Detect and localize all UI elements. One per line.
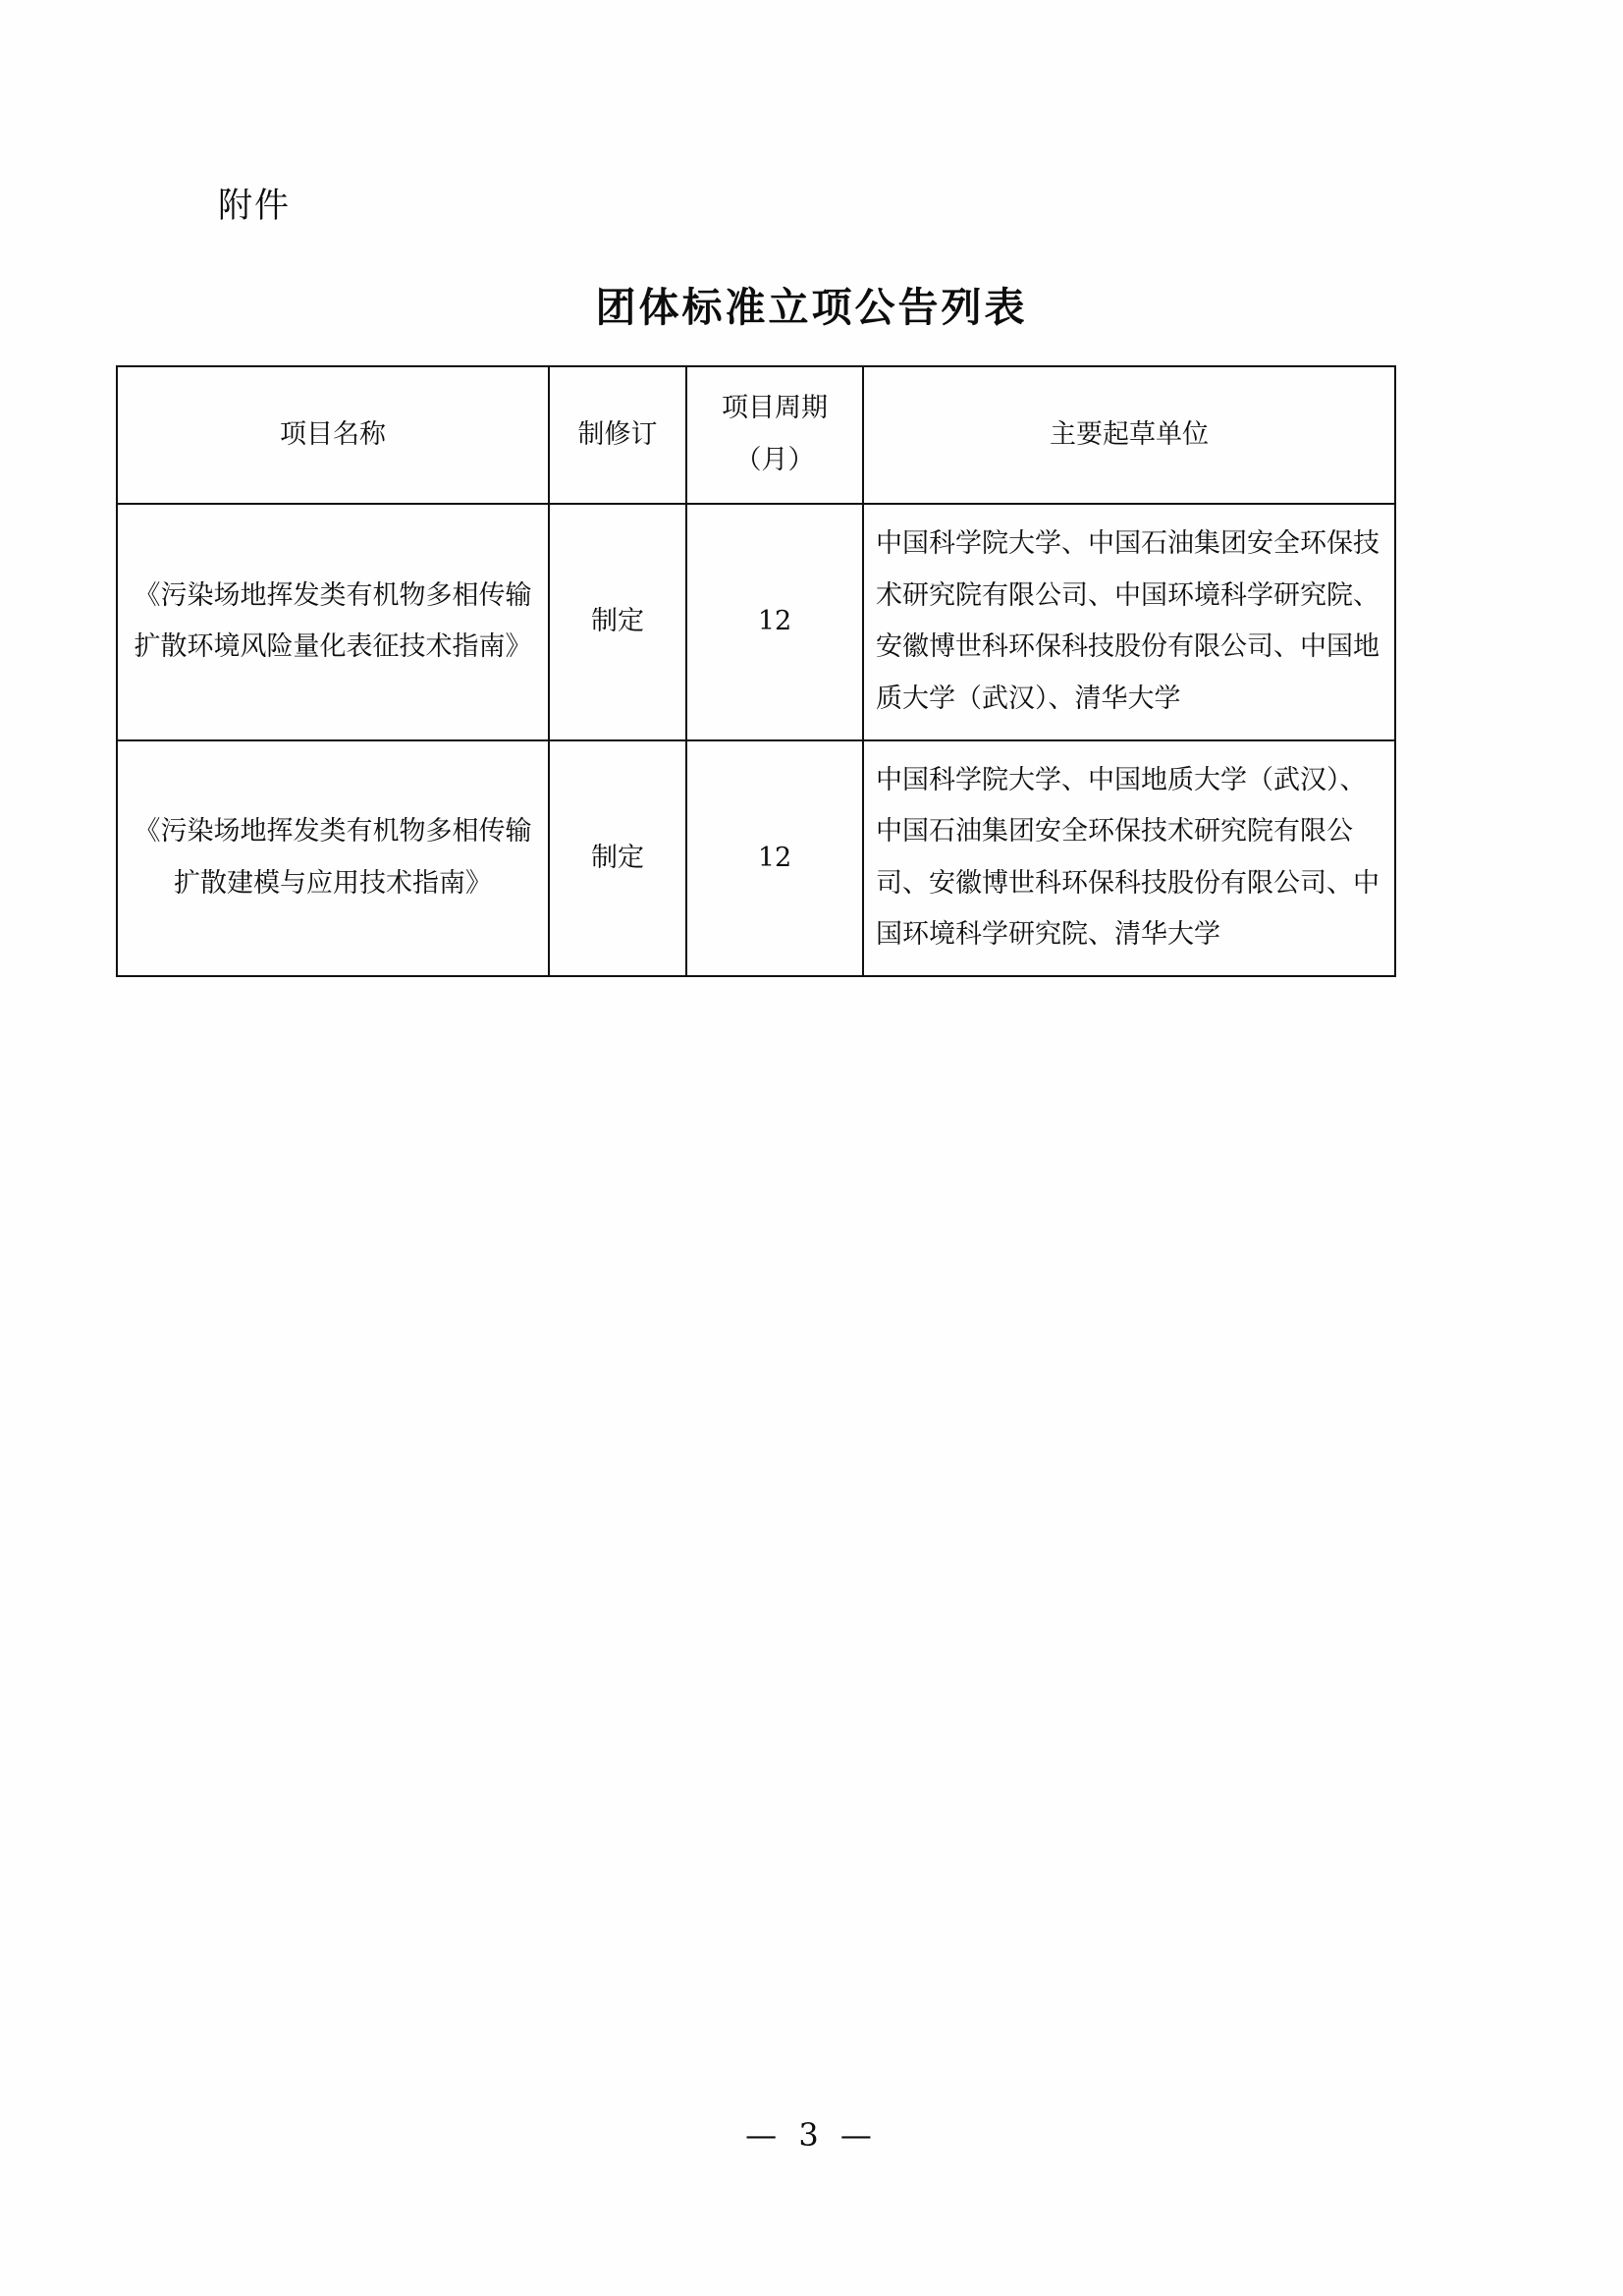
table-row [117, 740, 1395, 977]
table-row [117, 504, 1395, 740]
page-title: 团体标准立项公告列表 [595, 284, 1028, 331]
table-header-row [117, 366, 1395, 504]
cell-period: 12 [686, 740, 863, 977]
cell-main-drafters: 中国科学院大学、中国地质大学（武汉）、中国石油集团安全环保技术研究院有限公司、安徽博世科环保科技股份有限公司、中国环境科学研究院、清华大学 [863, 740, 1395, 977]
header-revision-type: 制修订 [549, 366, 686, 504]
header-period-line2: （月） [734, 445, 815, 475]
header-period [686, 366, 863, 504]
standards-table [116, 365, 1396, 977]
cell-revision-type: 制定 [549, 504, 686, 740]
table-body [117, 504, 1395, 976]
header-main-drafters: 主要起草单位 [863, 366, 1395, 504]
cell-project-name: 《污染场地挥发类有机物多相传输扩散建模与应用技术指南》 [117, 740, 549, 977]
page-number: — 3 — [745, 2116, 878, 2154]
cell-project-name: 《污染场地挥发类有机物多相传输扩散环境风险量化表征技术指南》 [117, 504, 549, 740]
cell-main-drafters: 中国科学院大学、中国石油集团安全环保技术研究院有限公司、中国环境科学研究院、安徽博世科环保科技股份有限公司、中国地质大学（武汉）、清华大学 [863, 504, 1395, 740]
cell-period: 12 [686, 504, 863, 740]
header-period-line1: 项目周期 [722, 393, 828, 424]
cell-revision-type: 制定 [549, 740, 686, 977]
header-project-name: 项目名称 [117, 366, 549, 504]
attachment-label: 附件 [218, 187, 292, 226]
table-header [117, 366, 1395, 504]
